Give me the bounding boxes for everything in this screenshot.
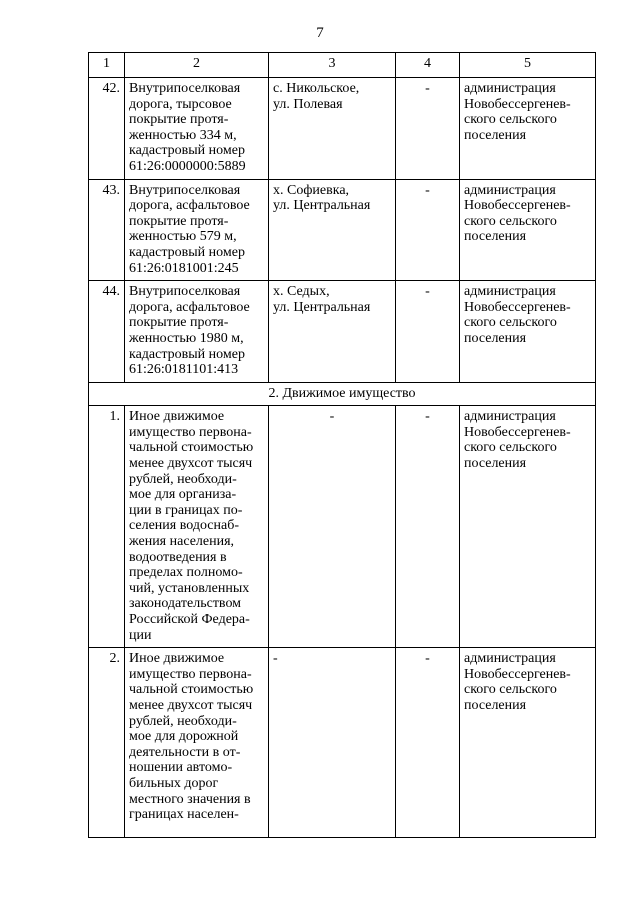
table-row — [89, 179, 596, 281]
object-description: Иное движимое имущество первона- чальной стоимостью менее двухсот тысяч рублей, необходи- мое для организа- ции в границах по- селения водоснаб- жения населения, водоотведения в пределах полномо- чий, установленных законодательством Российской Федера- ции — [125, 406, 269, 648]
column-4-value: - — [396, 648, 460, 838]
object-address: х. Софиевка, ул. Центральная — [269, 179, 396, 281]
column-number-5: 5 — [460, 53, 596, 78]
row-number: 1. — [89, 406, 125, 648]
object-description: Иное движимое имущество первона- чальной стоимостью менее двухсот тысяч рублей, необходи- мое для дорожной деятельности в от- ношении автомо- бильных дорог местного значения в границах населен- — [125, 648, 269, 838]
column-4-value: - — [396, 406, 460, 648]
section-row — [89, 382, 596, 406]
page-number: 7 — [316, 25, 324, 41]
row-number: 43. — [89, 179, 125, 281]
object-address: - — [269, 406, 396, 648]
column-number-2: 2 — [125, 53, 269, 78]
column-number-3: 3 — [269, 53, 396, 78]
table-row — [89, 648, 596, 838]
section-title: 2. Движимое имущество — [89, 382, 596, 406]
row-number: 44. — [89, 281, 125, 383]
object-address: - — [269, 648, 396, 838]
table-row — [89, 78, 596, 180]
object-address: х. Седых, ул. Центральная — [269, 281, 396, 383]
holder: администрация Новобессергенев- ского сельского поселения — [460, 406, 596, 648]
column-number-4: 4 — [396, 53, 460, 78]
object-address: с. Никольское, ул. Полевая — [269, 78, 396, 180]
object-description: Внутрипоселковая дорога, асфальтовое покрытие протя- женностью 1980 м, кадастровый номер 61:26:0181101:413 — [125, 281, 269, 383]
column-4-value: - — [396, 179, 460, 281]
property-table — [88, 52, 596, 838]
row-number: 42. — [89, 78, 125, 180]
column-number-1: 1 — [89, 53, 125, 78]
column-4-value: - — [396, 78, 460, 180]
object-description: Внутрипоселковая дорога, асфальтовое покрытие протя- женностью 579 м, кадастровый номер 61:26:0181001:245 — [125, 179, 269, 281]
holder: администрация Новобессергенев- ского сельского поселения — [460, 179, 596, 281]
table-row — [89, 406, 596, 648]
holder: администрация Новобессергенев- ского сельского поселения — [460, 78, 596, 180]
holder: администрация Новобессергенев- ского сельского поселения — [460, 281, 596, 383]
holder: администрация Новобессергенев- ского сельского поселения — [460, 648, 596, 838]
column-number-row — [89, 53, 596, 78]
object-description: Внутрипоселковая дорога, тырсовое покрытие протя- женностью 334 м, кадастровый номер 61:26:0000000:5889 — [125, 78, 269, 180]
column-4-value: - — [396, 281, 460, 383]
table-row — [89, 281, 596, 383]
row-number: 2. — [89, 648, 125, 838]
